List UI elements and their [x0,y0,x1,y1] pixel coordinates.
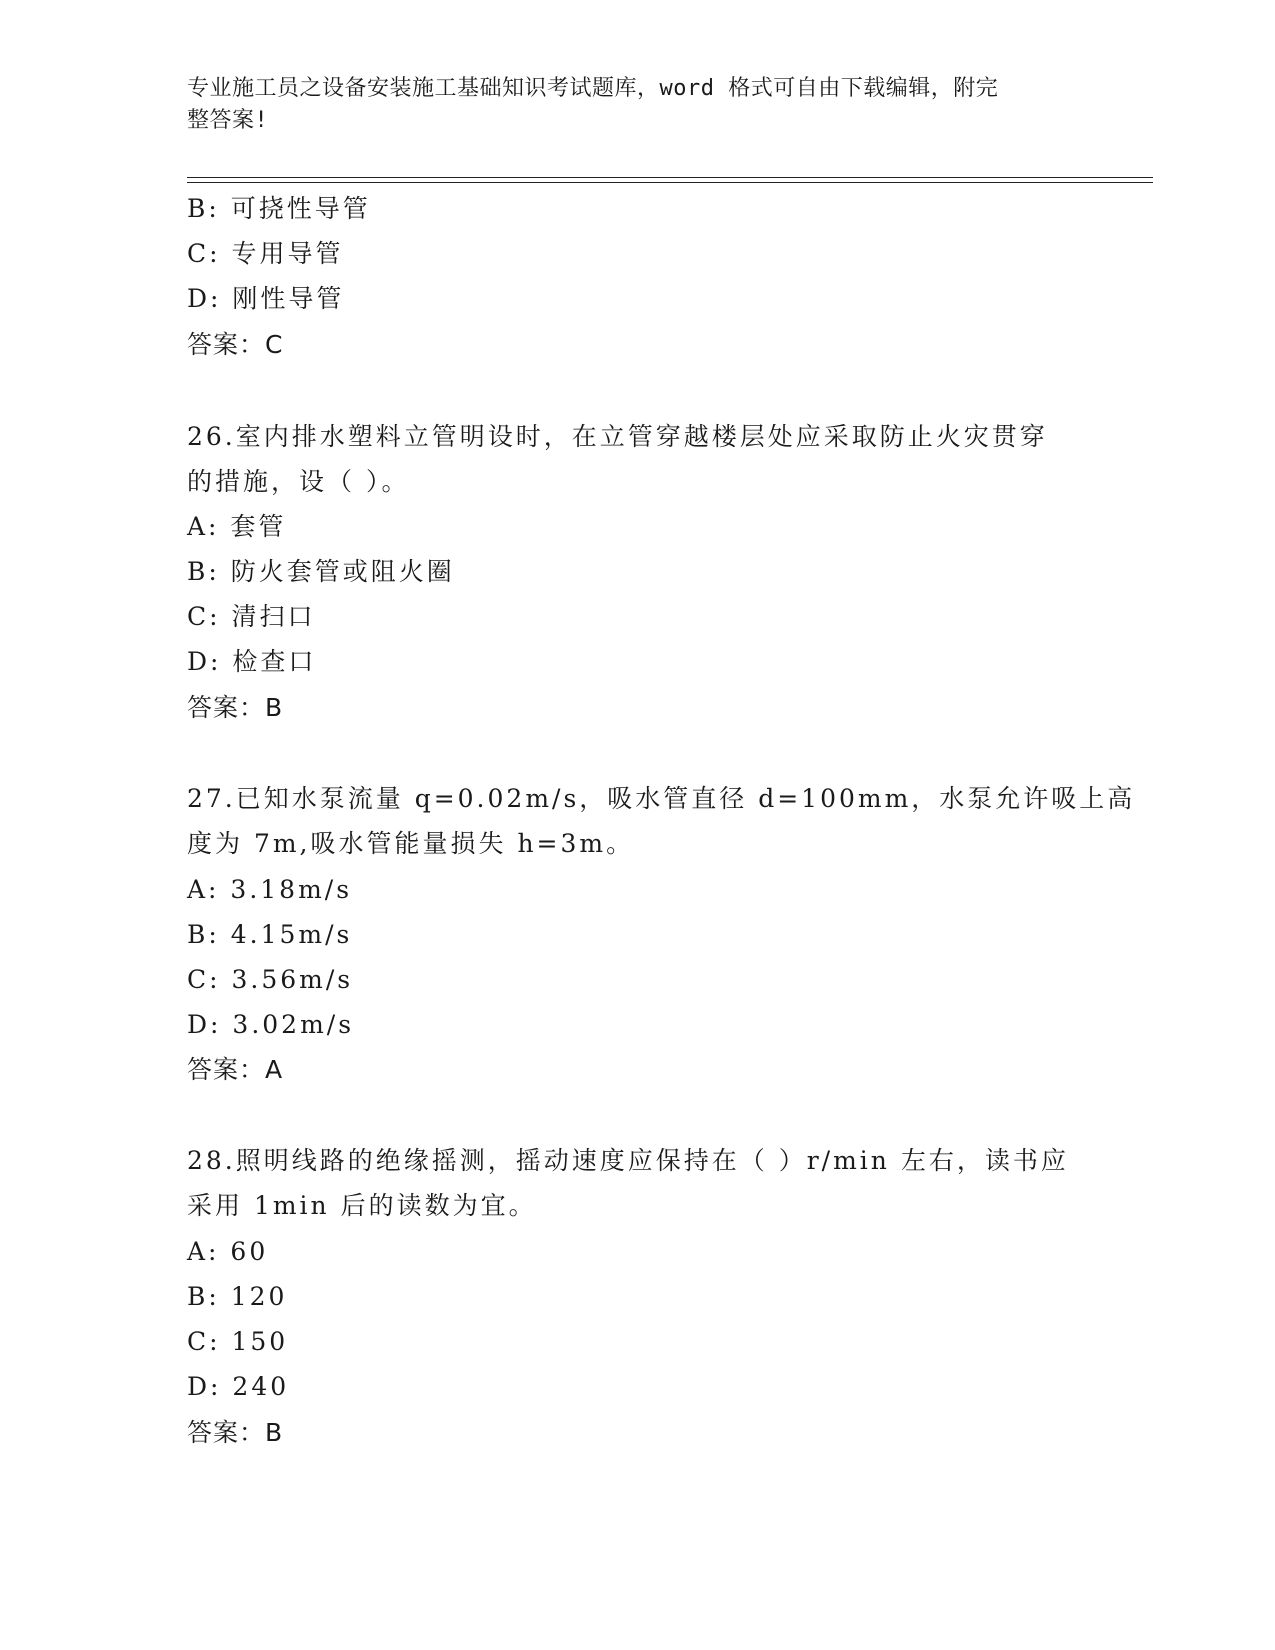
q26-stem-line-2: 的措施，设（ ）。 [187,467,410,496]
q28-option-c: C: 150 [187,1327,289,1356]
q27-stem-line-1: 27.已知水泵流量 q=0.02m/s，吸水管直径 d=100mm，水泵允许吸上高 [187,784,1136,813]
header-line-1: 专业施工员之设备安装施工基础知识考试题库，word 格式可自由下载编辑，附完 [187,76,999,101]
q28-answer: 答案：B [187,1418,284,1447]
header-divider-bottom [187,182,1153,183]
q28-stem-line-1: 28.照明线路的绝缘摇测，摇动速度应保持在（ ）r/min 左右，读书应 [187,1146,1069,1175]
q27-stem-line-2: 度为 7m,吸水管能量损失 h=3m。 [187,829,635,858]
q25-option-b: B: 可挠性导管 [187,194,371,223]
q27-option-d: D: 3.02m/s [187,1010,355,1039]
q26-stem-line-1: 26.室内排水塑料立管明设时，在立管穿越楼层处应采取防止火灾贯穿 [187,422,1048,451]
q25-option-c: C: 专用导管 [187,239,344,268]
q26-option-c: C: 清扫口 [187,602,316,631]
document-header [187,73,1067,137]
q28-stem-line-2: 采用 1min 后的读数为宜。 [187,1191,537,1220]
header-divider-top [187,177,1153,178]
q28-option-b: B: 120 [187,1282,288,1311]
q26-option-b: B: 防火套管或阻火圈 [187,557,455,586]
q26-option-d: D: 检查口 [187,647,317,676]
q28-option-a: A: 60 [187,1237,269,1266]
q27-option-a: A: 3.18m/s [187,875,353,904]
q26-answer: 答案：B [187,693,284,722]
q25-option-d: D: 刚性导管 [187,284,345,313]
q27-option-c: C: 3.56m/s [187,965,354,994]
q27-option-b: B: 4.15m/s [187,920,353,949]
q28-option-d: D: 240 [187,1372,290,1401]
header-line-2: 整答案! [187,108,269,133]
q27-answer: 答案：A [187,1055,284,1084]
q26-option-a: A: 套管 [187,512,287,541]
q25-answer: 答案：C [187,330,284,359]
